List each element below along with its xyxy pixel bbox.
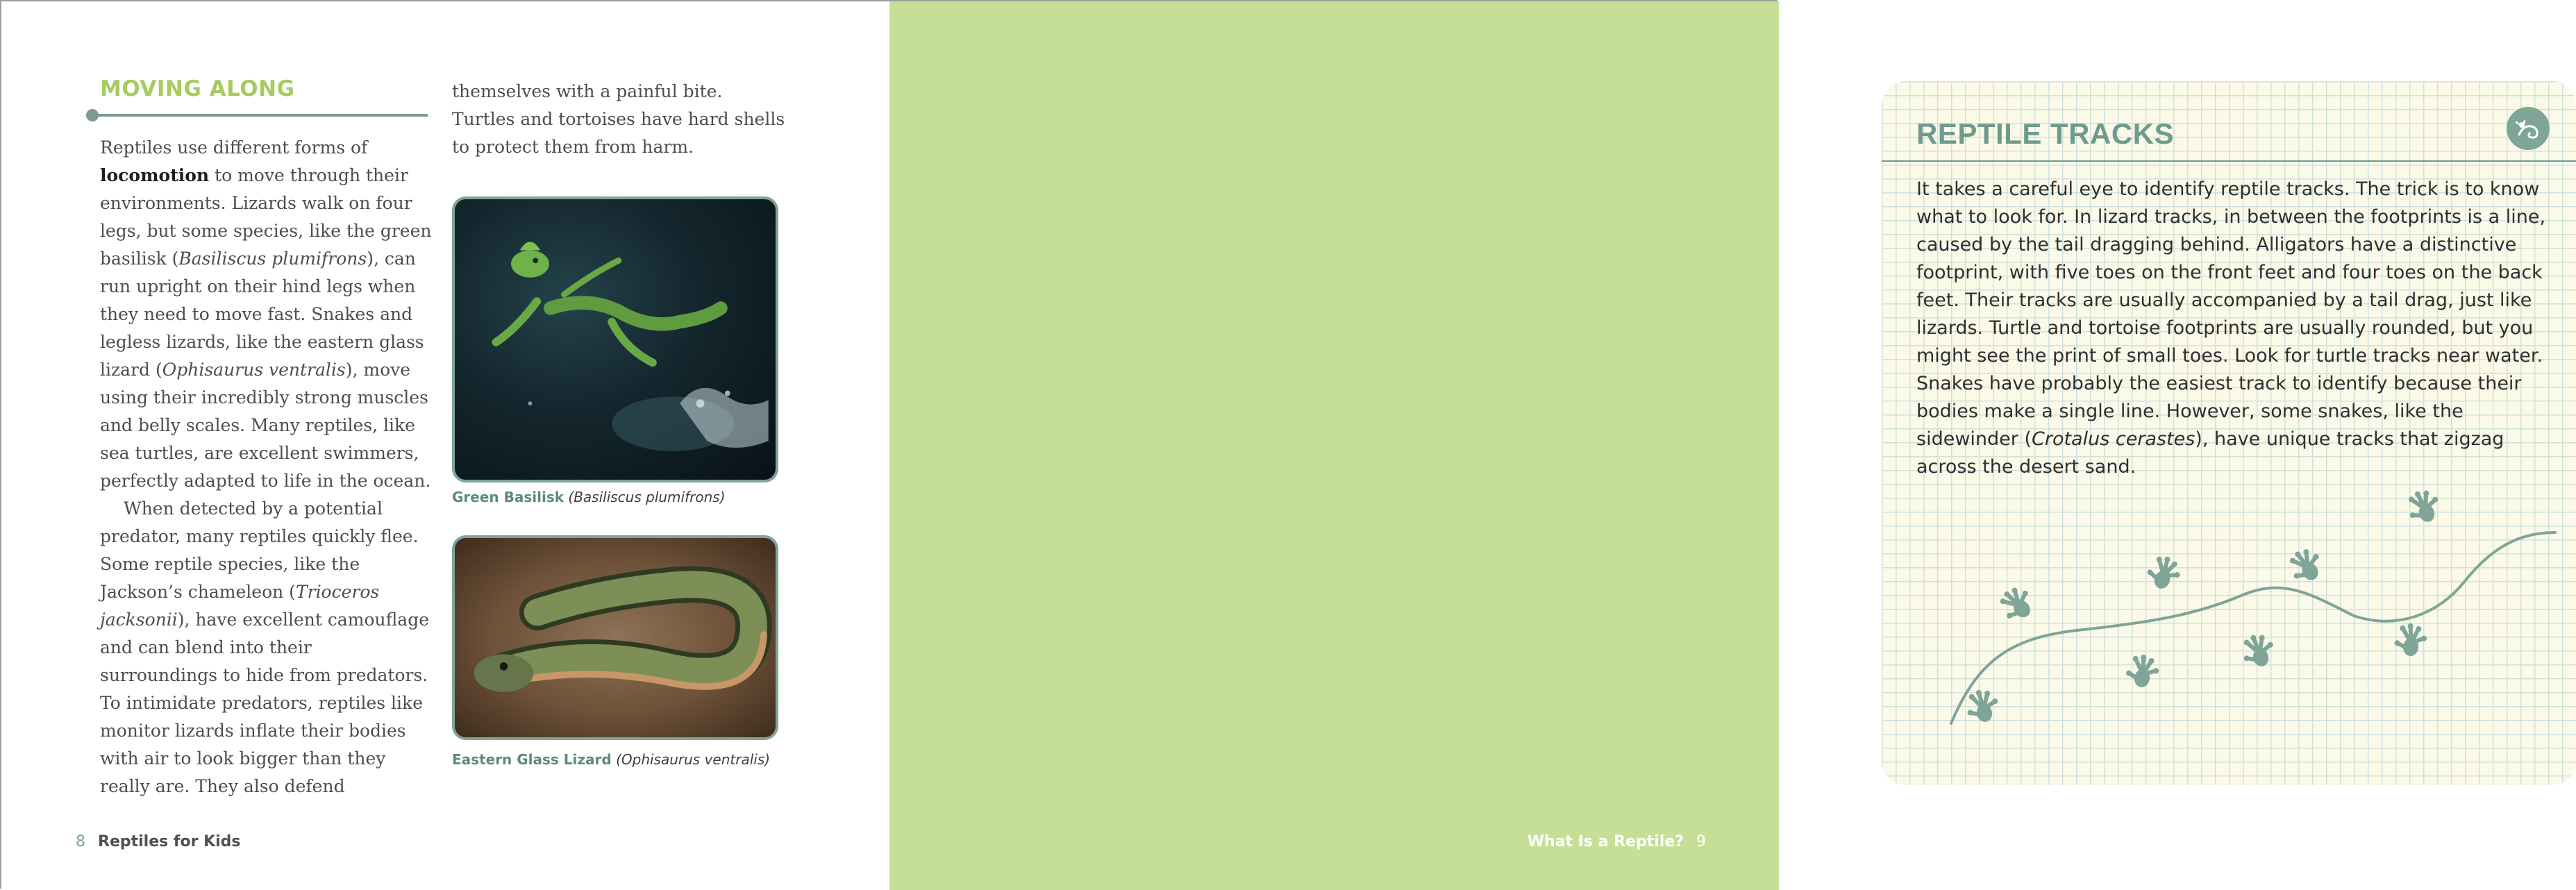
heading-rule — [89, 114, 428, 117]
text-run: ), have excellent camouflage and can blend into their surroundings to hide from predators. To intimidate predators, reptiles like monitor lizards inflate their bodies with air to look bigger than they really are. They also defend — [100, 610, 430, 796]
running-title: What Is a Reptile? — [1527, 833, 1684, 850]
photo-caption — [452, 489, 726, 505]
right-page — [889, 1, 2546, 890]
footprint — [2393, 622, 2428, 657]
keyword-locomotion: locomotion — [100, 165, 210, 185]
body-column-1 — [100, 134, 433, 800]
text-run: It takes a careful eye to identify reptile tracks. The trick is to know what to look for. In lizard tracks, in between the footprints is a line, caused by the tail dragging behind. Alligators have a distinctive footprint, with five toes on the front feet and four toes on the back feet. Their tracks are usually accompanied by a tail drag, just like lizards. Turtle and tortoise footprints are usually rounded, but you might see the print of small toes. Look for turtle tracks near water. Snakes have probably the easiest track to identify because their bodies make a single line. However, some snakes, like the sidewinder ( — [1916, 178, 2546, 450]
paragraph-locomotion — [100, 134, 433, 495]
footprint — [2124, 652, 2161, 689]
basilisk-illustration — [455, 199, 776, 480]
caption-scientific-name: (Ophisaurus ventralis) — [616, 751, 771, 768]
page-number: 9 — [1696, 833, 1706, 850]
caption-common-name: Green Basilisk — [452, 489, 564, 505]
footprint — [2143, 552, 2184, 594]
caption-scientific-name: (Basiliscus plumifrons) — [568, 489, 726, 505]
text-run: ), move using their incredibly strong muscles and belly scales. Many reptiles, like sea turtles, are excellent swimmers, perfectly adapted to life in the ocean. — [100, 360, 431, 491]
body-column-2 — [452, 78, 785, 161]
folio-right — [1528, 833, 1706, 850]
text-run: Reptiles use different forms of — [100, 137, 368, 158]
text-run: to move through their environments. Lizards walk on four legs, but some species, like the green basilisk ( — [100, 165, 432, 269]
scientific-name: Trioceros jacksonii — [100, 582, 380, 630]
section-heading: MOVING ALONG — [100, 76, 295, 101]
photo-caption — [452, 751, 770, 768]
green-basilisk-photo — [452, 196, 778, 482]
scientific-name: Ophisaurus ventralis — [162, 360, 346, 380]
footprint — [2239, 630, 2278, 670]
text-run: When detected by a potential predator, many reptiles quickly flee. Some reptile species, like the Jackson’s chameleon ( — [100, 498, 419, 602]
footprint — [1964, 687, 2000, 725]
text-run: ), can run upright on their hind legs when they need to move fast. Snakes and legless lizards, like the eastern glass lizard ( — [100, 249, 424, 380]
scientific-name: Basiliscus plumifrons — [178, 249, 367, 269]
page-number: 8 — [76, 833, 85, 850]
scientific-name: Crotalus cerastes — [2031, 428, 2196, 450]
eastern-glass-lizard-photo — [452, 535, 778, 740]
caption-common-name: Eastern Glass Lizard — [452, 751, 612, 768]
text-run: ), have unique tracks that zigzag across the desert sand. — [1916, 428, 2504, 478]
footprint — [2403, 486, 2444, 528]
left-page — [1, 1, 889, 890]
card-title: REPTILE TRACKS — [1916, 117, 2175, 150]
running-title: Reptiles for Kids — [98, 833, 241, 850]
paragraph-continued: themselves with a painful bite. Turtles and tortoises have hard shells to protect them from harm. — [452, 81, 785, 157]
footprint — [1994, 581, 2039, 627]
footprint — [2284, 544, 2327, 588]
glass-lizard-illustration — [455, 538, 776, 737]
paragraph-predators — [100, 495, 433, 800]
folio-left — [76, 833, 241, 850]
lizard-tracks-illustration — [1882, 81, 2576, 785]
reptile-tracks-card — [1882, 81, 2576, 785]
